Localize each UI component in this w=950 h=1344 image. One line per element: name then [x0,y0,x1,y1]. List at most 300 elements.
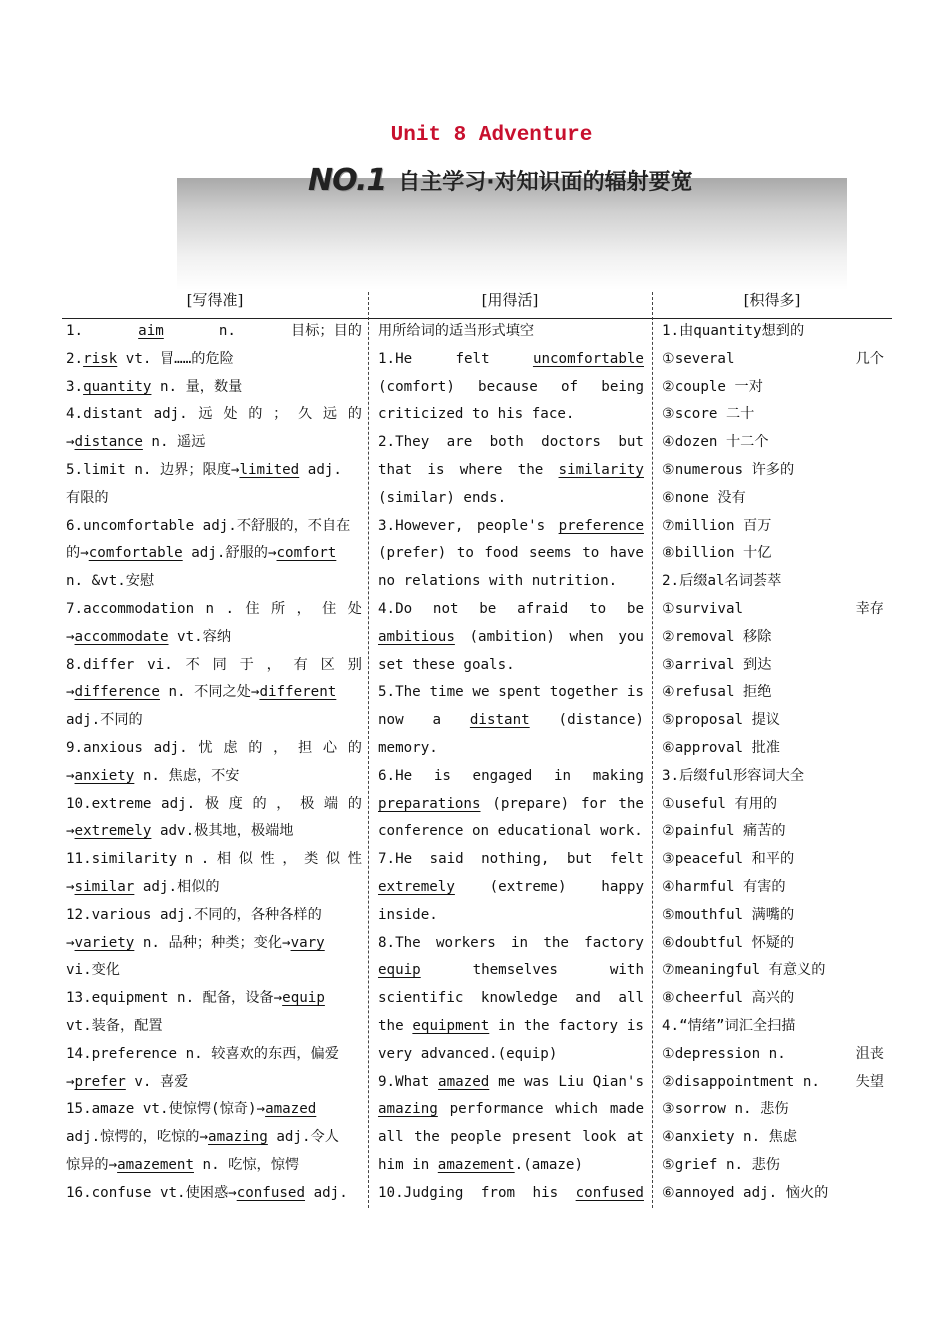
text-segment: me [498,1073,516,1090]
answer-word: quantity [83,378,152,395]
text-segment: (comfort) [378,378,455,395]
text-line [662,679,884,707]
text-segment: ， [296,600,311,617]
text-line [66,818,362,846]
text-segment: 的 [347,739,362,756]
text-segment: 9.What [378,1073,430,1090]
text-segment: ③arrival 到达 [662,656,772,673]
answer-word: distant [469,712,530,729]
text-segment: → [66,934,75,951]
text-segment: ②removal 移除 [662,628,772,645]
text-segment: 区 [320,656,335,673]
text-line [662,874,884,902]
text-segment: ①survival [662,600,744,617]
text-segment: is [626,1017,644,1034]
text-segment: 沮丧 [855,1045,884,1062]
answer-word: uncomfortable [532,350,644,367]
text-segment: in [510,934,529,951]
answer-word: risk [83,350,118,367]
text-segment: workers [435,934,496,951]
text-line [378,1096,644,1124]
text-line [378,957,644,985]
text-line [378,596,644,624]
text-segment: 5.limit n. 边界；限度→ [66,461,240,478]
text-segment: inside. [378,906,438,923]
text-line [378,568,644,596]
text-segment: 性 [347,851,362,868]
text-line [378,1124,644,1152]
text-segment: 幸存 [855,600,884,617]
answer-word: extremely [378,878,455,895]
column-header-use: [用得活] [481,291,539,309]
text-line [66,707,362,735]
text-segment: have [609,545,644,562]
text-segment: criticized to his face. [378,406,575,423]
text-line [378,1041,644,1069]
text-segment: vt.容纳 [168,628,232,645]
text-segment: was [523,1073,550,1090]
text-segment: 1.由quantity想到的 [662,323,805,339]
column-use [378,318,644,1208]
text-segment: the [517,461,544,478]
text-segment: 相 [216,851,232,868]
answer-word: limited [239,461,300,478]
text-segment: and [575,990,601,1007]
text-segment: his [532,1184,559,1201]
text-segment: a [432,712,442,729]
text-segment: not [432,600,459,617]
unit-title: Unit 8 Adventure [390,124,593,147]
column-divider [368,292,369,1208]
text-segment: ③sorrow n. 悲伤 [662,1101,789,1118]
text-segment: ①depression n. [662,1045,786,1062]
text-segment: 8.The [378,934,421,951]
text-segment: 性 [260,851,275,868]
text-segment: which [555,1101,599,1118]
text-line [378,1180,644,1208]
column-accumulate [662,318,884,1208]
text-line [66,985,362,1013]
text-segment: vi.变化 [66,962,120,979]
text-line [66,930,362,958]
text-segment: 住 [322,600,337,617]
text-line [662,401,884,429]
text-segment: 2. [66,350,84,367]
text-segment: → [66,767,75,784]
text-segment: when [569,628,604,645]
text-line [662,1041,884,1069]
text-segment: adj.不同的 [66,712,143,729]
text-segment: 用所给词的适当形式填空 [378,323,535,339]
text-segment: 度 [228,795,243,812]
text-segment: 14.preference n. 较喜欢的东西，偏爱 [66,1045,339,1062]
text-line [662,1096,884,1124]
text-line [378,652,644,680]
text-segment: adj. [153,406,188,423]
text-segment: → [66,434,75,451]
text-segment: look [582,1129,617,1146]
text-segment: adj. [153,739,188,756]
text-segment: 6.uncomfortable adj.不舒服的，不自在 [66,517,351,534]
text-segment: the [378,1017,404,1034]
text-segment: be [479,600,497,617]
text-segment: 1.He [378,350,413,367]
text-segment: 的 [347,795,362,812]
text-segment: adv.极其地，极端地 [151,823,294,840]
text-segment: memory. [378,739,438,756]
answer-word: comfortable [88,545,183,562]
text-line [66,735,362,763]
answer-word: confused [236,1184,306,1201]
text-segment: but [618,434,644,451]
answer-word: comfort [276,545,337,562]
answer-word: amazing [208,1129,268,1146]
text-segment: ⑤mouthful 满嘴的 [662,906,795,923]
text-segment: that [378,461,413,478]
text-line [378,707,644,735]
text-segment: him in [378,1156,438,1173]
text-segment: 心 [322,739,338,756]
column-write [66,318,362,1208]
text-segment: 不 [185,656,200,673]
answer-word: amazed [438,1073,490,1090]
text-segment: happy [601,878,644,895]
text-line [662,652,884,680]
text-line [662,540,884,568]
text-segment: v. 喜爱 [125,1073,189,1090]
text-segment: food [484,545,519,562]
text-segment: because [478,378,538,395]
text-line [66,346,362,374]
answer-word: amazement [437,1156,515,1173]
text-segment: n [184,851,194,868]
text-segment: ①several [662,350,735,367]
text-segment: (similar) ends. [378,489,507,506]
text-segment: is [626,684,644,701]
text-line [378,791,644,819]
text-segment: factory [584,934,644,951]
text-segment: 13.equipment n. 配备，设备→ [66,990,283,1007]
text-segment: where [459,461,503,478]
text-segment: ， [273,739,288,756]
text-line [66,1180,362,1208]
text-segment: 2.They [378,434,430,451]
text-segment: present [511,1129,572,1146]
text-segment: 有限的 [66,489,109,506]
text-segment: ④anxiety n. 焦虑 [662,1129,798,1146]
text-line [378,374,644,402]
text-segment: at [626,1129,644,1146]
text-segment: adj.惊愕的，吃惊的→ [66,1129,209,1146]
text-segment: with [609,962,644,979]
text-segment: Qian's [592,1073,644,1090]
text-line [66,791,362,819]
text-line [662,818,884,846]
text-segment: 有 [293,656,308,673]
text-line [662,374,884,402]
text-segment: 7.accommodation [66,600,195,617]
text-line [662,1152,884,1180]
text-line [662,513,884,541]
text-segment: the [543,934,569,951]
text-segment: 1. [66,323,84,339]
text-segment: n. 不同之处→ [159,684,260,701]
answer-word: difference [74,684,160,701]
text-line [378,930,644,958]
text-segment: ④harmful 有害的 [662,878,786,895]
answer-word: equip [378,962,421,979]
text-line [66,513,362,541]
text-segment: making [592,767,644,784]
text-segment: n. 遥远 [142,434,206,451]
answer-word: amazing [378,1101,438,1118]
text-segment: ②disappointment n. [662,1073,820,1090]
text-segment: 3. [66,378,84,395]
text-segment: 的 [248,406,263,423]
text-line [66,902,362,930]
text-segment: ⑤proposal 提议 [662,712,780,729]
text-segment: adj. [305,1184,348,1201]
text-segment: n. 吃惊，惊愕 [193,1156,300,1173]
text-line [66,1069,362,1097]
text-line [66,596,362,624]
text-segment: 极 [300,795,315,812]
text-line [378,346,644,374]
text-segment: 忧 [198,739,213,756]
text-segment: 12.various adj.不同的，各种各样的 [66,906,322,923]
text-segment: n. &vt.安慰 [66,573,155,590]
text-segment: knowledge [480,990,558,1007]
text-segment: performance [449,1101,544,1118]
text-line [66,1152,362,1180]
text-segment: → [66,878,75,895]
text-segment: 4.distant [66,406,143,423]
answer-word: anxiety [74,767,135,784]
text-segment: 4.“情绪”词汇全扫描 [662,1017,796,1034]
text-segment: 处 [347,600,362,617]
text-line [66,457,362,485]
text-line [378,985,644,1013]
text-line [66,957,362,985]
text-segment: ③peaceful 和平的 [662,851,795,868]
text-segment: to [582,545,600,562]
text-segment: 担 [297,739,313,756]
text-line [66,624,362,652]
text-line [66,1013,362,1041]
text-line [378,401,644,429]
text-line [66,318,362,346]
text-segment: felt [455,350,490,367]
text-segment: ②couple 一对 [662,378,763,395]
text-line [662,318,884,346]
text-segment: we [472,684,490,701]
text-line [378,540,644,568]
column-divider [652,292,653,1208]
text-segment: 于 [239,656,254,673]
text-line [378,902,644,930]
text-line [378,818,644,846]
text-line [662,930,884,958]
text-line [378,485,644,513]
text-segment: 16.confuse vt.使困惑→ [66,1184,237,1201]
text-segment: ③score 二十 [662,406,755,423]
text-segment: 6.He [378,767,413,784]
text-segment: ④refusal 拒绝 [662,684,772,701]
text-segment: spent [498,684,541,701]
text-segment: 似 [238,851,253,868]
text-line [662,624,884,652]
text-segment: to [456,545,474,562]
text-segment: 极 [204,795,220,812]
text-segment: 失望 [855,1073,884,1090]
text-segment: 住 [245,600,260,617]
text-segment: 几个 [855,350,884,367]
text-segment: together [549,684,619,701]
text-segment: 虑 [223,739,238,756]
text-line [378,874,644,902]
text-line [378,624,644,652]
text-segment: vt.装备，配置 [66,1017,163,1034]
text-segment: (distance) [558,712,644,729]
text-segment: 15.amaze vt.使惊愕(惊奇)→ [66,1101,266,1118]
text-segment: ④dozen 十二个 [662,434,769,451]
text-segment: ⑦million 百万 [662,517,772,534]
text-segment: 的 [248,739,263,756]
text-segment: felt [609,851,644,868]
text-segment: 目标；目的 [291,323,362,339]
text-segment: in [553,767,572,784]
text-segment: engaged [472,767,533,784]
text-line [66,374,362,402]
answer-word: preference [558,517,644,534]
text-line [66,652,362,680]
text-line [662,902,884,930]
text-segment: being [601,378,644,395]
text-segment: (prefer) [378,545,447,562]
text-line [662,485,884,513]
text-segment: vi. [147,656,173,673]
text-segment: . [225,600,234,617]
text-line [662,763,884,791]
text-segment: the [523,1017,550,1034]
text-segment: 端 [323,795,339,812]
text-segment: the [414,1129,440,1146]
text-line [378,679,644,707]
text-segment: adj. [299,461,342,478]
text-segment: scientific [378,990,464,1007]
text-line [662,985,884,1013]
text-line [662,1069,884,1097]
text-line [66,763,362,791]
text-segment: for [580,795,607,812]
text-segment: 9.anxious [66,739,143,756]
text-segment: of [561,378,579,395]
text-line [662,1180,884,1208]
text-segment: both [489,434,524,451]
answer-word: variety [74,934,135,951]
text-line [66,874,362,902]
text-segment: ， [282,851,297,868]
text-segment: adj. [161,795,196,812]
text-line [662,957,884,985]
text-segment: 8.differ [66,656,135,673]
text-segment: 3.However, [378,517,464,534]
answer-word: equipment [412,1017,490,1034]
text-line [378,735,644,763]
answer-word: similarity [558,461,644,478]
text-line [66,1096,362,1124]
text-segment: 惊异的→ [66,1156,118,1173]
text-line [662,596,884,624]
text-segment: ⑧billion 十亿 [662,545,772,562]
text-segment: ， [266,656,281,673]
text-segment: .(amaze) [514,1156,584,1173]
text-segment: 的→ [66,545,89,562]
text-segment: time [429,684,464,701]
text-segment: → [66,1073,75,1090]
text-segment: adj.舒服的→ [182,545,277,562]
text-line [378,1152,644,1180]
answer-word: distance [74,434,143,451]
text-segment: people [450,1129,502,1146]
text-segment: ⑤numerous 许多的 [662,461,795,478]
text-segment: themselves [472,962,558,979]
text-line [662,568,884,596]
text-segment: 10.extreme [66,795,152,812]
text-segment: 3.后缀ful形容词大全 [662,767,805,784]
text-segment: ⑦meaningful 有意义的 [662,962,826,979]
text-segment: ⑥none 没有 [662,489,746,506]
text-segment: now [378,712,404,729]
text-segment: 同 [212,656,227,673]
text-segment: factory [558,1017,619,1034]
text-line [662,791,884,819]
text-segment: in [498,1017,516,1034]
text-segment: no relations with nutrition. [378,573,618,590]
text-segment: 别 [347,656,362,673]
text-line [662,1013,884,1041]
text-segment: is [427,461,445,478]
text-segment: ； [273,406,288,423]
text-segment: are [446,434,473,451]
answer-word: similar [74,878,135,895]
text-segment: adj.相似的 [134,878,220,895]
text-segment: (extreme) [489,878,567,895]
text-segment: made [609,1101,644,1118]
text-line [662,1124,884,1152]
text-segment: 11.similarity [66,851,178,868]
text-segment: n. 量，数量 [151,378,243,395]
text-line [66,540,362,568]
text-line [662,735,884,763]
text-line [378,513,644,541]
answer-word: aim [138,323,164,339]
text-line [66,429,362,457]
text-line [662,707,884,735]
text-segment: all [378,1129,404,1146]
text-segment: n. 品种；种类；变化→ [134,934,291,951]
text-segment: 所 [270,600,286,617]
text-segment: people's [476,517,546,534]
answer-word: amazed [265,1101,317,1118]
text-segment: doctors [541,434,601,451]
section-title: 自主学习·对知识面的辐射要宽 [398,169,693,195]
text-segment: said [429,851,464,868]
text-line [66,1041,362,1069]
text-segment: → [66,684,75,701]
text-line [66,1124,362,1152]
answer-word: preparations [378,795,481,812]
